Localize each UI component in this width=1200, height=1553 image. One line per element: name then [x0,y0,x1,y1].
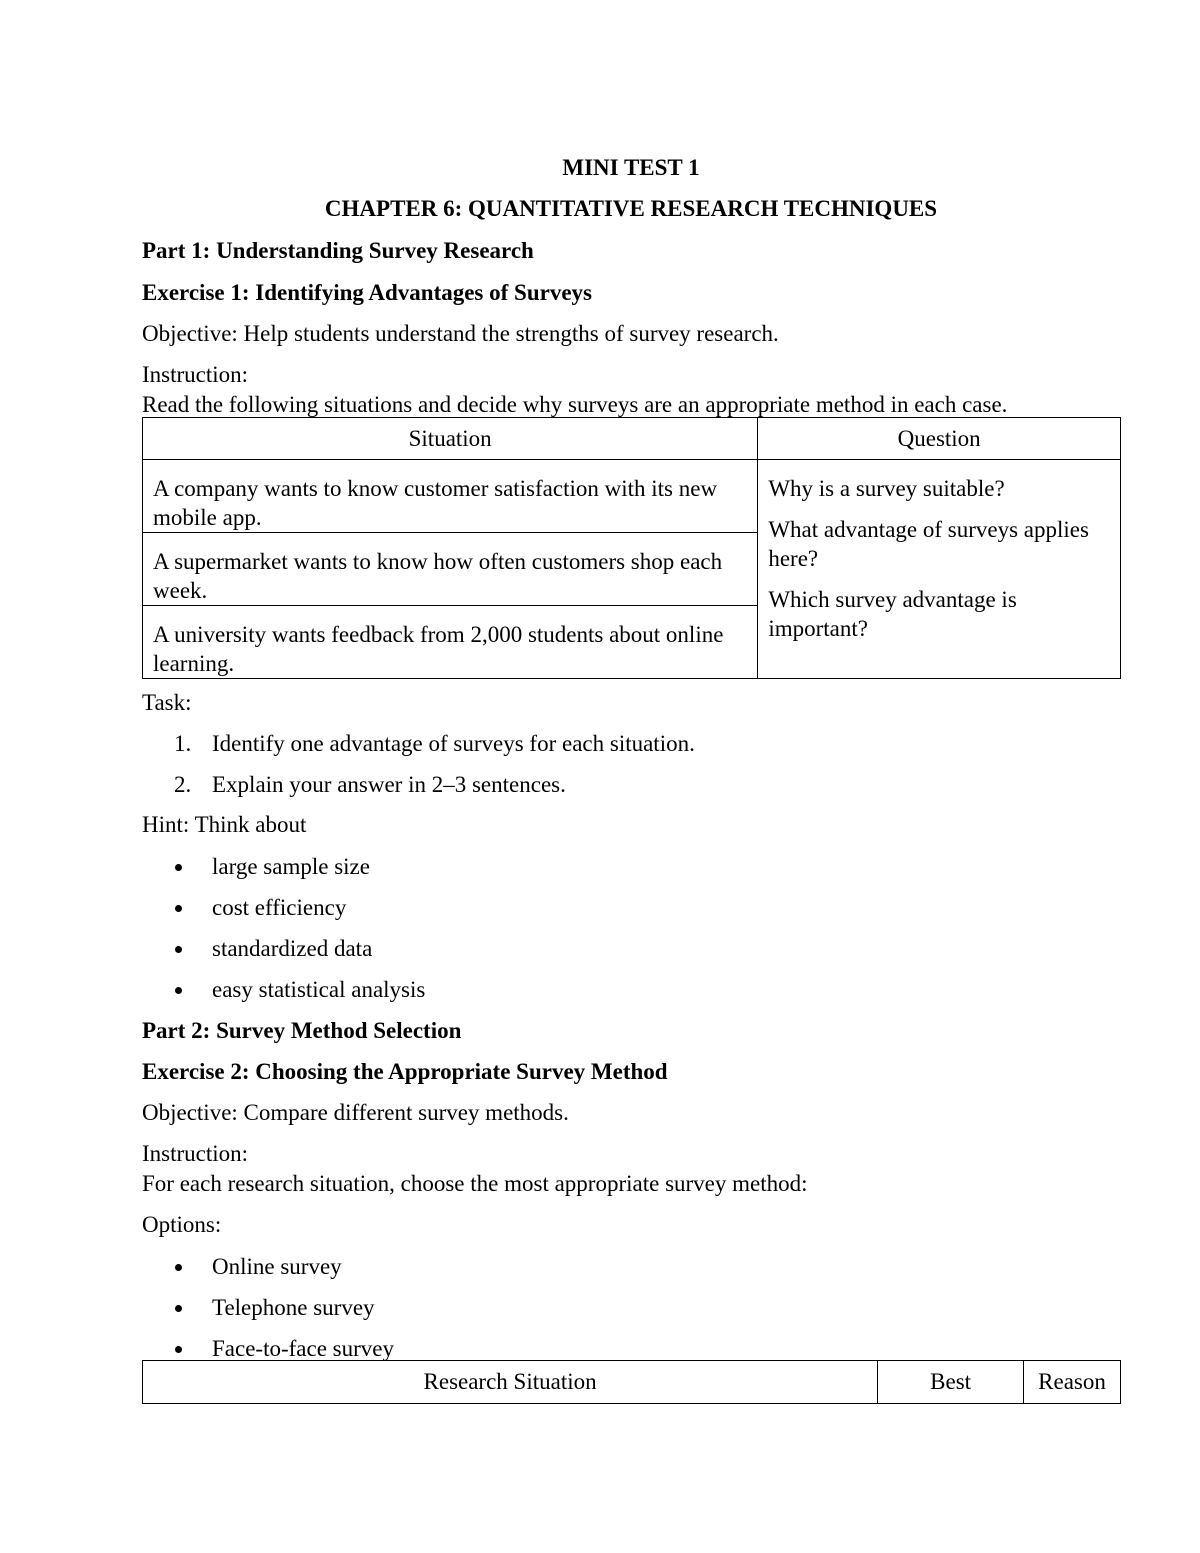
hint-text: large sample size [212,854,370,879]
situation-cell: A university wants feedback from 2,000 students about online learning. [143,606,758,679]
column-header-situation: Situation [143,418,758,460]
column-header-reason: Reason [1024,1361,1121,1404]
questions-cell [758,460,1121,679]
question-item: What advantage of surveys applies here? [768,517,1089,571]
bullet-icon [175,864,182,871]
list-item [142,1252,394,1293]
part1-heading: Part 1: Understanding Survey Research [142,238,534,263]
bullet-icon [175,1305,182,1312]
exercise1-instruction-label: Instruction: [142,362,249,387]
list-item [142,770,695,811]
situations-table [142,417,1121,679]
hint-text: standardized data [212,936,373,961]
column-header-research-situation: Research Situation [143,1361,878,1404]
hint-label: Hint: Think about [142,812,307,837]
option-text: Face-to-face survey [212,1336,394,1361]
hint-list [142,852,425,1016]
column-header-question: Question [758,418,1121,460]
list-item [142,1293,394,1334]
research-situation-table [142,1360,1121,1404]
task-text: Identify one advantage of surveys for each situation. [212,731,695,756]
task-text: Explain your answer in 2–3 sentences. [212,772,566,797]
bullet-icon [175,987,182,994]
task-label: Task: [142,690,192,715]
table-header-row [143,1361,1121,1404]
list-item [142,852,425,893]
chapter-title: CHAPTER 6: QUANTITATIVE RESEARCH TECHNIQUES [324,196,938,221]
exercise2-instruction-label: Instruction: [142,1141,249,1166]
list-item [142,975,425,1016]
bullet-icon [175,1346,182,1353]
column-header-best: Best [878,1361,1024,1404]
bullet-icon [175,946,182,953]
exercise1-objective: Objective: Help students understand the strengths of survey research. [142,321,779,346]
situation-cell: A supermarket wants to know how often customers shop each week. [143,533,758,606]
list-item [142,893,425,934]
exercise1-heading: Exercise 1: Identifying Advantages of Surveys [142,280,592,305]
options-list [142,1252,394,1375]
list-number: 2. [174,772,192,797]
exercise1-instruction-text: Read the following situations and decide why surveys are an appropriate method in each case. [142,392,1008,417]
table-header-row [143,418,1121,460]
exercise2-objective: Objective: Compare different survey methods. [142,1100,569,1125]
list-number: 1. [174,731,192,756]
document-title: MINI TEST 1 [562,155,700,180]
question-item: Why is a survey suitable? [768,476,1005,501]
option-text: Online survey [212,1254,342,1279]
table-row [143,460,1121,533]
task-list [142,729,695,811]
options-label: Options: [142,1212,222,1237]
bullet-icon [175,905,182,912]
exercise2-instruction-text: For each research situation, choose the most appropriate survey method: [142,1171,808,1196]
option-text: Telephone survey [212,1295,375,1320]
hint-text: easy statistical analysis [212,977,426,1002]
part2-heading: Part 2: Survey Method Selection [142,1018,462,1043]
exercise2-heading: Exercise 2: Choosing the Appropriate Survey Method [142,1059,668,1084]
bullet-icon [175,1264,182,1271]
situation-cell: A company wants to know customer satisfaction with its new mobile app. [143,460,758,533]
question-item: Which survey advantage is important? [768,587,1017,641]
list-item [142,729,695,770]
hint-text: cost efficiency [212,895,347,920]
list-item [142,934,425,975]
